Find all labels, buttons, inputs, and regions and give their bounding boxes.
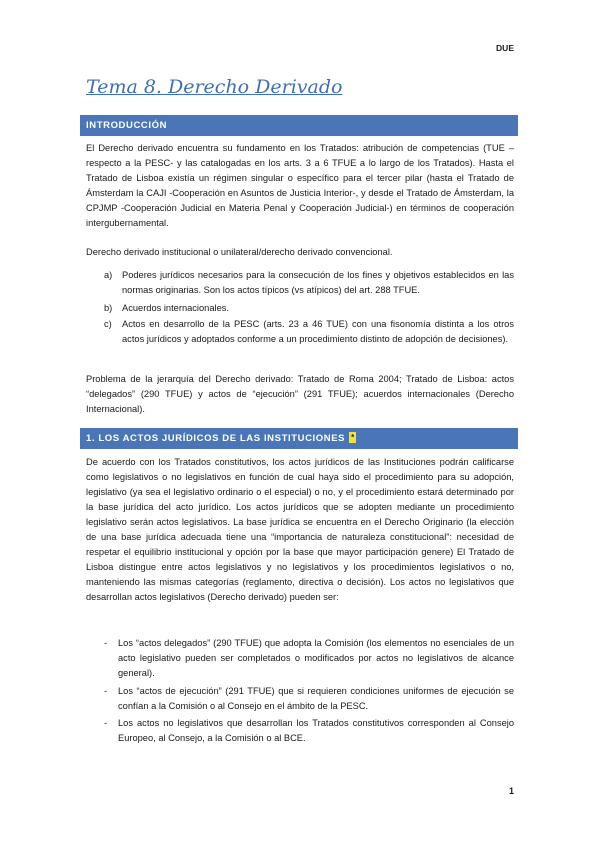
intro-paragraph-1: El Derecho derivado encuentra su fundamento en los Tratados: atribución de competencias (TUE –respecto a la PESC- y las catalogadas en los arts. 3 a 6 TFUE a lo largo de los Tratados). Hasta el Tratado de Lisboa existía un régimen singular o específico para el tercer pilar (hasta el Tratado de Ámsterdam la CAJI -Cooperación en Asuntos de Justicia Interior-, y desde el Tratado de Ámsterdam, la CPJMP -Cooperación Judicial en Materia Penal y Cooperación Judicial-) en términos de cooperación intergubernamental. bbox=[86, 143, 514, 228]
list-item-text: Acuerdos internacionales. bbox=[122, 303, 229, 313]
page-title: Tema 8. Derecho Derivado bbox=[86, 76, 343, 98]
list-item-text: Poderes jurídicos necesarios para la consecución de los fines y objetivos establecidos en las normas originarias. Son los actos típicos (vs atípicos) del art. 288 TFUE. bbox=[122, 270, 514, 295]
list-item-text: Los “actos de ejecución” (291 TFUE) que si requieren condiciones uniformes de ejecución se confían a la Comisión o al Consejo en el ámbito de la PESC. bbox=[118, 686, 514, 711]
list-item bbox=[104, 268, 514, 298]
section-1-paragraph: De acuerdo con los Tratados constitutivos, los actos jurídicos de las Instituciones podrán calificarse como legislativos o no legislativos en función de cual haya sido el procedimiento para su adopción, legislativo (ya sea el legislativo ordinario o el especial) o no, y el procedimiento estará determinado por la base jurídica del acto jurídico. Los actos jurídicos que se adopten mediante un procedimiento legislativo serán actos legislativos. La base jurídica se encuentra en el Derecho Originario (la elección de una base jurídica adecuada tiene una “importancia de naturaleza constitucional”: necesidad de respetar el equilibrio institucional y opción por la base que mayor participación genere) El Tratado de Lisboa distingue entre actos legislativos y no legislativos y los procedimientos legislativos o no, manteniendo las mismas categorías (reglamento, directiva o decisión). Los actos no legislativos que desarrollan actos legislativos (Derecho derivado) pueden ser: bbox=[86, 457, 514, 602]
list-marker: b) bbox=[104, 303, 113, 313]
intro-closing-paragraph: Problema de la jerarquía del Derecho derivado: Tratado de Roma 2004; Tratado de Lisboa: actos “delegados” (290 TFUE) y actos de “ejecución” (291 TFUE); acuerdos internacionales (Derecho Internacional). bbox=[86, 374, 514, 414]
section-heading-intro-text: INTRODUCCIÓN bbox=[86, 120, 168, 131]
list-item bbox=[104, 716, 514, 746]
list-item-text: Los actos no legislativos que desarrollan los Tratados constitutivos corresponden al Consejo Europeo, al Consejo, a la Comisión o al BCE. bbox=[118, 718, 514, 743]
list-marker: a) bbox=[104, 270, 113, 280]
list-item bbox=[104, 301, 514, 316]
page-number: 1 bbox=[508, 786, 514, 796]
list-marker: - bbox=[104, 718, 108, 728]
list-marker: c) bbox=[104, 319, 112, 329]
list-marker: - bbox=[104, 686, 108, 696]
list-item bbox=[104, 684, 514, 714]
intro-paragraph-2: Derecho derivado institucional o unilateral/derecho derivado convencional. bbox=[86, 247, 393, 257]
list-item bbox=[104, 636, 514, 681]
list-item bbox=[104, 317, 514, 347]
section-heading-intro bbox=[80, 115, 518, 136]
section-heading-1-text: 1. LOS ACTOS JURÍDICOS DE LAS INSTITUCIONES bbox=[86, 433, 346, 444]
list-item-text: Actos en desarrollo de la PESC (arts. 23 a 46 TUE) con una fisonomía distinta a los otros actos jurídicos y adoptados conforme a un procedimiento distinto de adopción de decisiones). bbox=[122, 319, 514, 344]
list-marker: - bbox=[104, 638, 108, 648]
section-heading-1 bbox=[80, 428, 518, 449]
list-item-text: Los “actos delegados” (290 TFUE) que adopta la Comisión (los elementos no esenciales de un acto legislativo pueden ser completados o modificados por actos no legislativos de alcance general). bbox=[118, 638, 514, 678]
highlight-mark: * bbox=[351, 433, 355, 442]
header-label: DUE bbox=[496, 43, 514, 53]
